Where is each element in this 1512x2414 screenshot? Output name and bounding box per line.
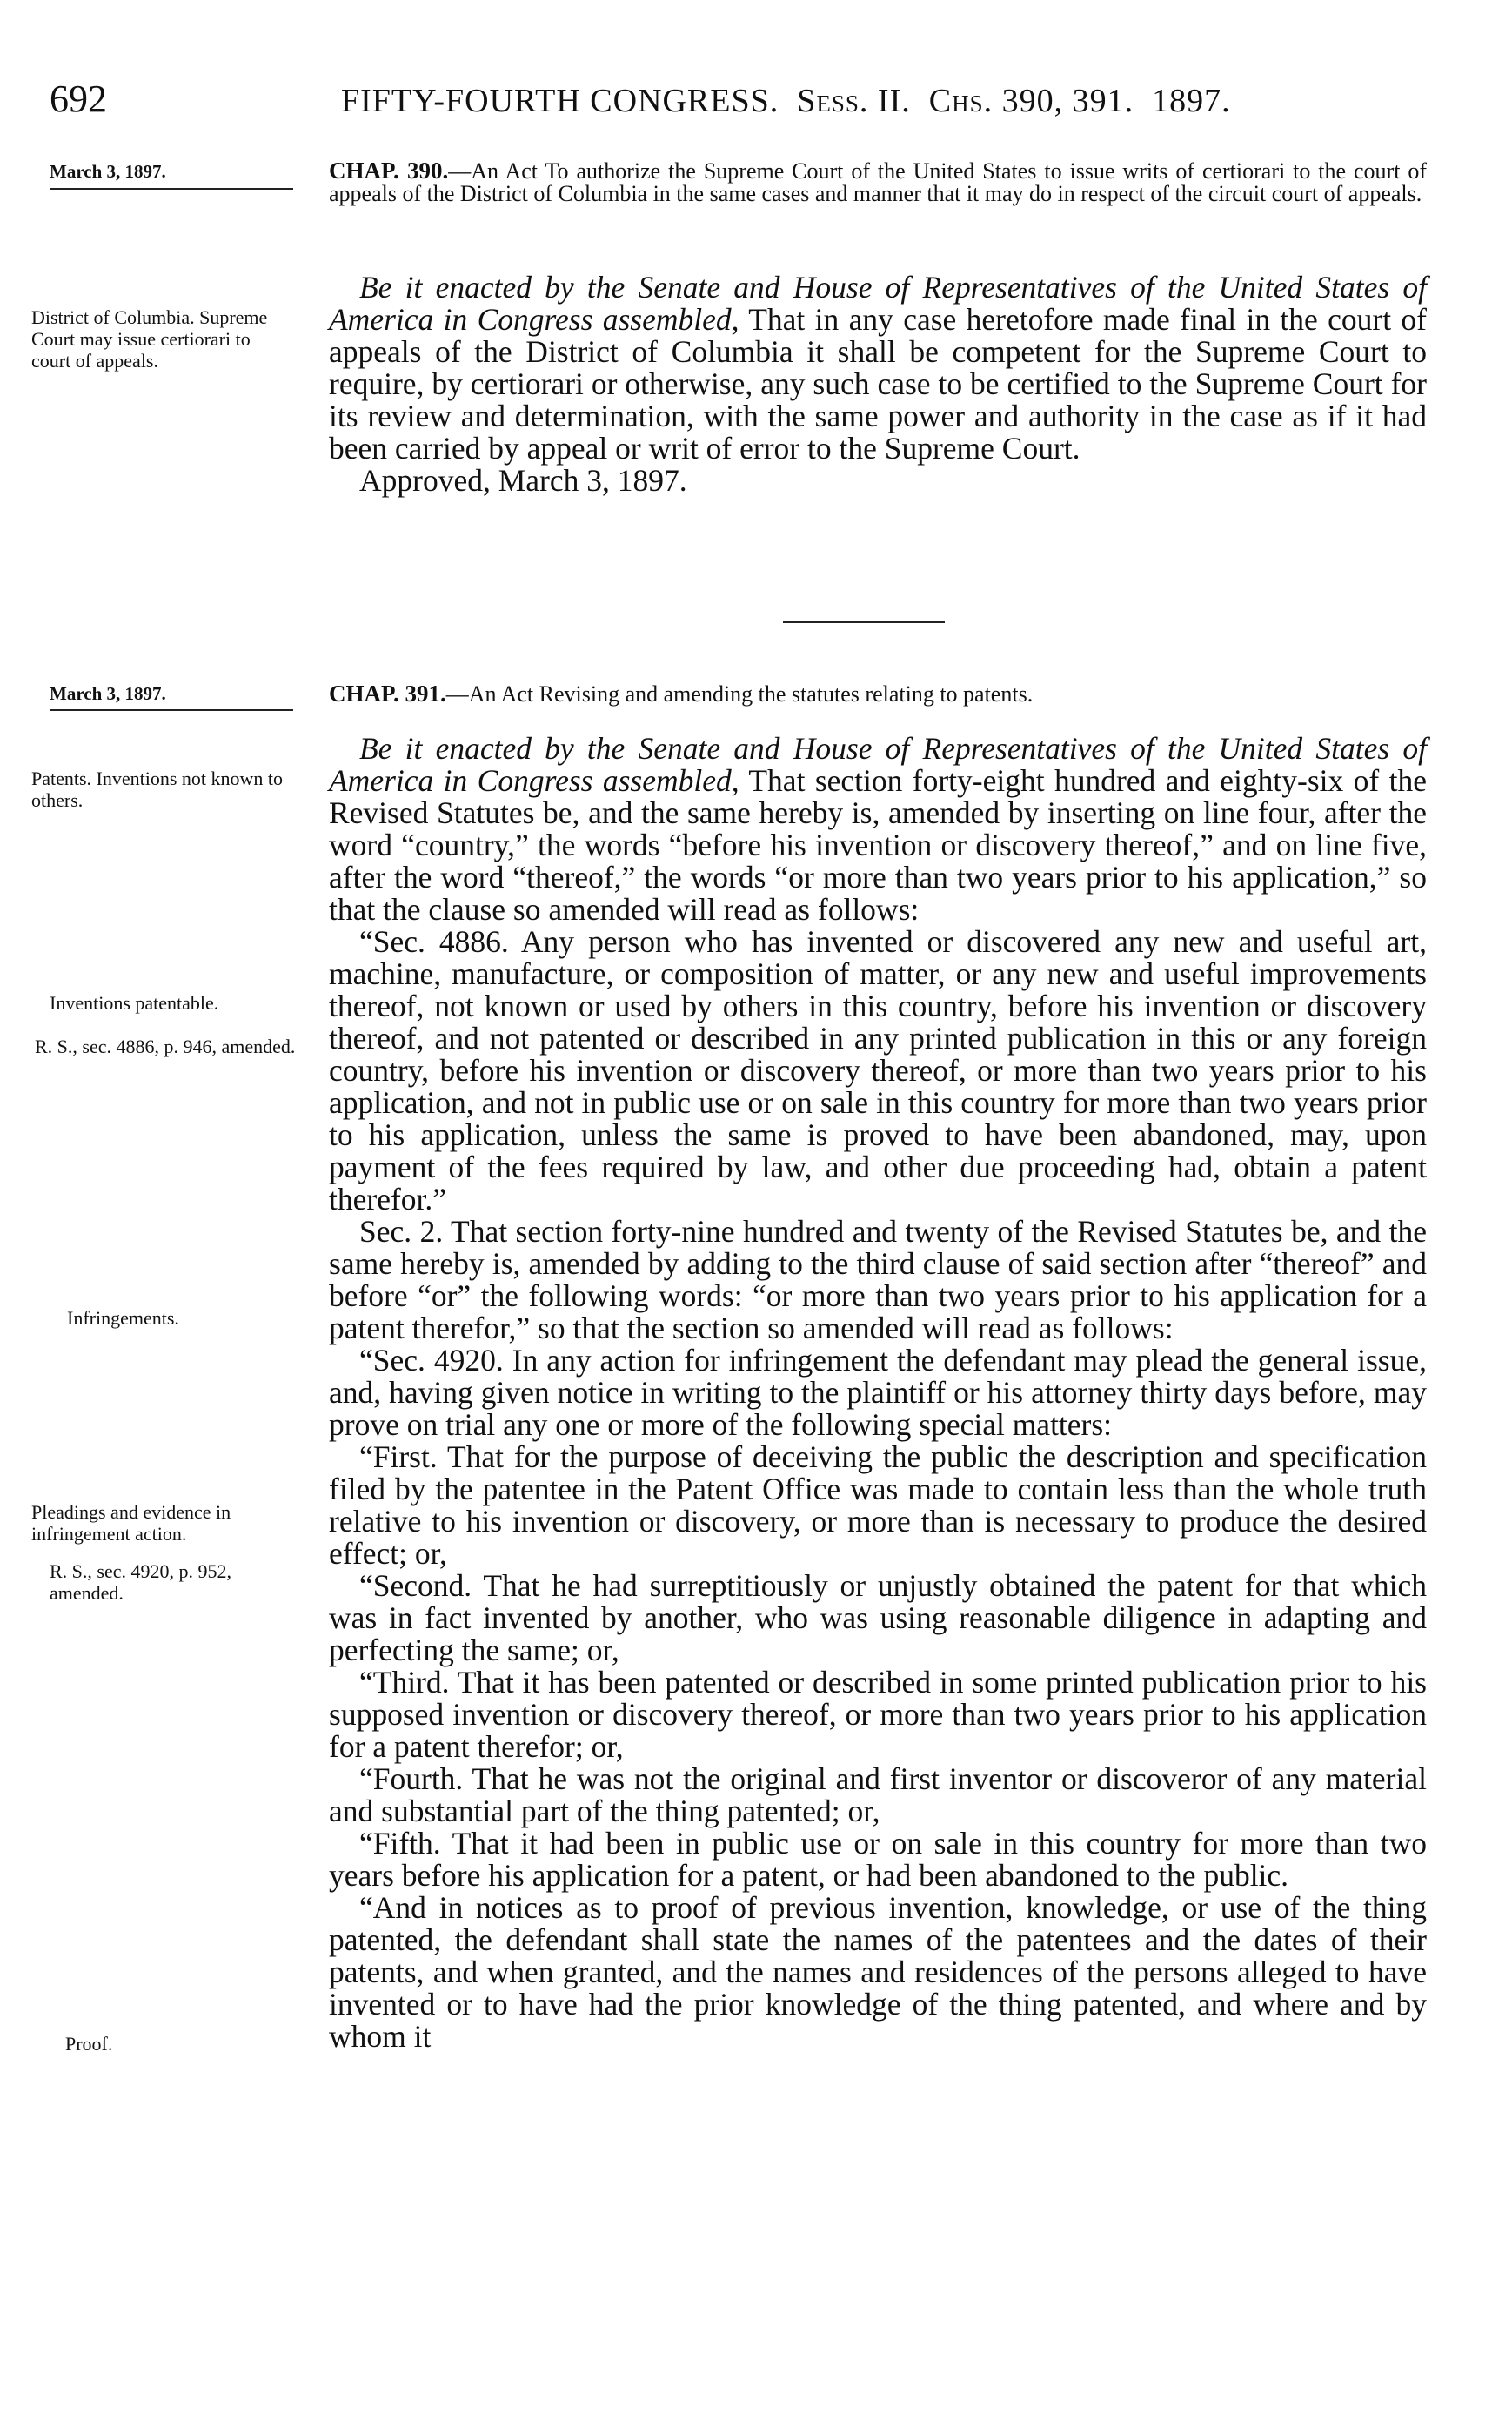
clause-third: “Third. That it has been patented or described in some printed publication prior to his supposed invention or discovery thereof, or more than two years prior to his application for a patent therefor; or, xyxy=(329,1665,1427,1764)
page-number: 692 xyxy=(50,77,107,120)
clause-second: “Second. That he had surreptitiously or unjustly obtained the patent for that which was in fact invented by another, who was using reasonable diligence in adapting and perfecting the same; or, xyxy=(329,1568,1427,1667)
notices-paragraph: “And in notices as to proof of previous invention, knowledge, or use of the thing patented, the defendant shall state the names of the patentees and the dates of their patents, and when granted, and the names and residences of the persons alleged to have invented or to have had the prior knowledge of the thing patented, and where and by whom it xyxy=(329,1890,1427,2054)
margin-note-patentable: Inventions patentable. xyxy=(50,992,219,1014)
margin-note-rs4886: R. S., sec. 4886, p. 946, amended. xyxy=(35,1036,296,1057)
sec-4886-text: “Sec. 4886. Any person who has invented or discovered any new and useful art, machine, manufacture, or composition of matter, or any new and useful improvements thereof, not known or used by others in this country, before his invention or discovery thereof, and not patented or described in any printed publication in this or any foreign country, before his invention or discovery thereof, or more than two years prior to his application, and not in public use or on sale in this country for more than two years prior to his application, unless the same is proved to have been abandoned, may, upon payment of the fees required by law, and other due proceeding had, obtain a patent therefor.” xyxy=(329,924,1427,1217)
chap390-text: That in any case heretofore made final in the court of appeals of the District of Columbia it shall be competent for the Supreme Court to require, by certiorari or otherwise, any such case to be certified to the Supreme Court for its review and determination, with the same power and authority in the case as if it had been carried by appeal or writ of error to the Supreme Court. xyxy=(329,302,1428,466)
chapters-label: Chs. 390, 391. xyxy=(928,83,1134,119)
chap391-title xyxy=(329,682,1427,706)
chap390-heading: CHAP. 390. xyxy=(329,158,449,184)
clause-fourth: “Fourth. That he was not the original and first inventor or discoveror of any material and substantial part of the thing patented; or, xyxy=(329,1761,1427,1828)
chap390-body xyxy=(329,272,1427,497)
clause-fifth: “Fifth. That it had been in public use or on sale in this country for more than two years before his application for a patent, or had been abandoned to the public. xyxy=(329,1826,1427,1893)
chap391-date-rule xyxy=(50,709,293,711)
year-label: 1897. xyxy=(1152,83,1231,119)
chap390-enacting-paragraph xyxy=(329,272,1427,465)
chap390-margin-note: District of Columbia. Supreme Court may issue certiorari to court of appeals. xyxy=(31,306,268,372)
clause-first: “First. That for the purpose of deceiving the public the description and specification filed by the patentee in the Patent Office was made to contain less than the whole truth relative to his invention or discovery, or more than is necessary to produce the desired effect; or, xyxy=(329,1439,1427,1571)
chap391-enacting-paragraph xyxy=(329,733,1427,926)
chap390-approved: Approved, March 3, 1897. xyxy=(359,463,687,498)
chap390-enacting-clause: Be it enacted by the Senate and House of Representatives of the United States of America in Congress assembled, xyxy=(329,270,1427,337)
chap391-body xyxy=(329,733,1427,2053)
margin-note-patents: Patents. Inventions not known to others. xyxy=(31,768,284,811)
chap391-title-text: —An Act Revising and amending the statutes relating to patents. xyxy=(445,681,1034,707)
session-label: Sess. II. xyxy=(797,83,911,119)
chap390-date: March 3, 1897. xyxy=(50,161,166,182)
margin-note-infringements: Infringements. xyxy=(67,1307,179,1329)
chap391-enacting-clause: Be it enacted by the Senate and House of Representatives of the United States of America in Congress assembled, xyxy=(329,731,1427,798)
chapter-separator xyxy=(783,621,945,623)
sec-4920-text: “Sec. 4920. In any action for infringement the defendant may plead the general issue, and, having given notice in writing to the plaintiff or his attorney thirty days before, may prove on trial any one or more of the following special matters: xyxy=(329,1343,1427,1442)
chap391-para1: That section forty-eight hundred and eighty-six of the Revised Statutes be, and the same hereby is, amended by inserting on line four, after the word “country,” the words “before his invention or discovery thereof,” and on line five, after the word “thereof,” the words “or more than two years prior to his application,” so that the clause so amended will read as follows: xyxy=(329,763,1427,927)
chap390-date-rule xyxy=(50,188,293,190)
chap390-title xyxy=(329,159,1427,205)
running-title xyxy=(341,82,1231,120)
running-header xyxy=(0,77,1512,146)
chap391-date: March 3, 1897. xyxy=(50,683,166,704)
congress-title: FIFTY-FOURTH CONGRESS. xyxy=(341,83,779,119)
margin-note-proof: Proof. xyxy=(65,2033,113,2055)
chap391-heading: CHAP. 391. xyxy=(329,681,446,707)
margin-note-pleadings: Pleadings and evidence in infringement action. xyxy=(31,1501,231,1545)
margin-note-rs4920: R. S., sec. 4920, p. 952, amended. xyxy=(50,1560,231,1604)
chap390-title-text: —An Act To authorize the Supreme Court of the United States to issue writs of certiorari to the court of appeals of the District of Columbia in the same cases and manner that it may do in respect of the circuit court of appeals. xyxy=(329,158,1428,206)
sec-2-text: Sec. 2. That section forty-nine hundred and twenty of the Revised Statutes be, and the same hereby is, amended by adding to the third clause of said section after “thereof” and before “or” the following words: “or more than two years prior to his application for a patent therefor,” so that the section so amended will read as follows: xyxy=(329,1214,1427,1345)
